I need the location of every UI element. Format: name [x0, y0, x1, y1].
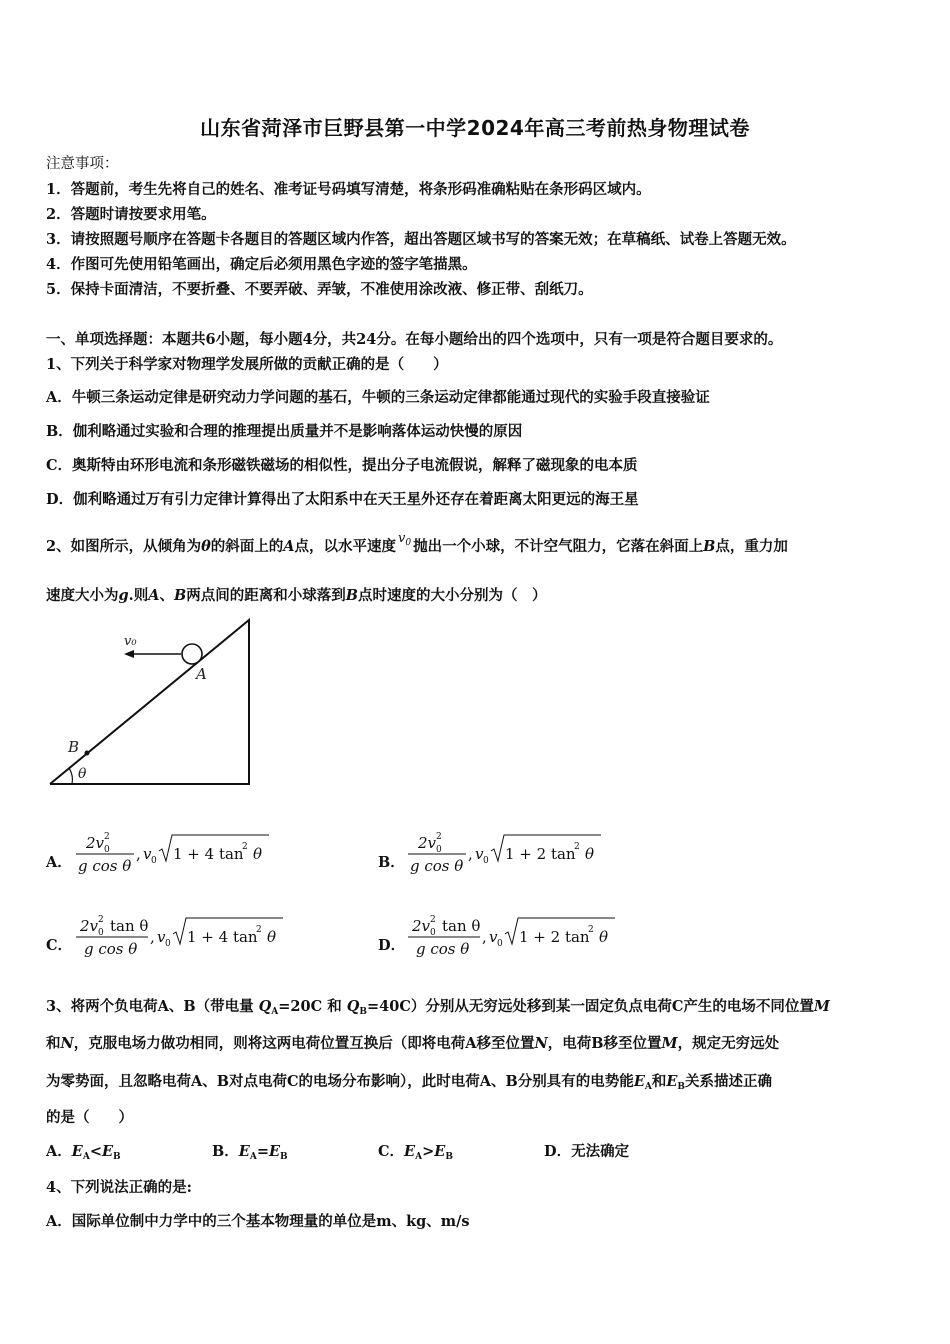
q1-option-d: D．伽利略通过万有引力定律计算得出了太阳系中在天王星外还存在着距离太阳更远的海王星: [46, 491, 639, 508]
q2-text: 抛出一个小球，不计空气阻力，它落在斜面上: [413, 538, 704, 555]
q2-option-d-letter: D．: [378, 937, 406, 954]
comma: ,: [468, 845, 473, 863]
q2-stem-line2: 速度大小为g.则A、B两点间的距离和小球落到B点时速度的大小分别为（ ）: [46, 587, 547, 604]
q1-option-b: B．伽利略通过实验和合理的推理提出质量并不是影响落体运动快慢的原因: [46, 423, 523, 440]
sqrt-theta: θ: [253, 845, 263, 863]
sqrt-theta: θ: [599, 928, 609, 946]
numerator-tan: tan θ: [442, 917, 481, 935]
v0-sub: 0: [165, 939, 171, 949]
q2-option-d-formula: [408, 912, 648, 962]
sqrt-sup: 2: [588, 925, 594, 935]
q3-option-d: D．无法确定: [544, 1143, 630, 1160]
notice-item-4: 4．作图可先使用铅笔画出，确定后必须用黑色字迹的签字笔描黑。: [46, 256, 477, 273]
q2-option-c-letter: C．: [46, 937, 73, 954]
q2-option-a-letter: A．: [46, 854, 72, 871]
label-v0: v₀: [124, 634, 137, 649]
numerator-sub: 0: [98, 928, 104, 938]
sqrt-sup: 2: [574, 842, 580, 852]
q2-text: 点，重力加: [715, 538, 788, 555]
numerator-sub: 0: [430, 928, 436, 938]
denominator: g cos θ: [84, 940, 138, 958]
numerator-sup: 2: [104, 832, 110, 842]
notice-item-2: 2．答题时请按要求用笔。: [46, 206, 216, 223]
sqrt-body: 1 + 4 tan: [173, 845, 244, 863]
numerator: 2v: [412, 917, 431, 935]
q2-text: 的斜面上的: [210, 538, 284, 555]
numerator: 2v: [418, 834, 437, 852]
notice-heading: 注意事项：: [46, 156, 119, 172]
q2-option-b-letter: B．: [378, 854, 405, 871]
q2-option-a-formula: [76, 829, 316, 879]
sqrt-body: 1 + 2 tan: [519, 928, 590, 946]
q2-theta: θ: [201, 538, 211, 555]
sqrt-body: 1 + 4 tan: [187, 928, 258, 946]
q3-option-b: B．$E_A=E_B$: [212, 1143, 288, 1162]
q2-g: g: [118, 587, 129, 604]
sqrt-sup: 2: [256, 925, 262, 935]
denominator: g cos θ: [410, 857, 464, 875]
section-heading: 一、单项选择题：本题共6小题，每小题4分，共24分。在每小题给出的四个选项中，只有一项是符合题目要求的。: [46, 331, 783, 348]
numerator-sup: 2: [98, 915, 104, 925]
incline-triangle: [50, 620, 249, 784]
angle-arc: [69, 768, 72, 784]
q3-option-a: A．$E_A<E_B$: [46, 1143, 121, 1162]
q2-point-a: A: [283, 538, 295, 555]
q1-option-c: C．奥斯特由环形电流和条形磁铁磁场的相似性，提出分子电流假说，解释了磁现象的电本质: [46, 457, 638, 474]
v0: v: [489, 928, 498, 946]
notice-item-1: 1．答题前，考生先将自己的姓名、准考证号码填写清楚，将条形码准确粘贴在条形码区域内。: [46, 181, 651, 198]
q4-stem: 4、下列说法正确的是:: [46, 1179, 192, 1196]
q2-point-b: B: [703, 538, 716, 555]
ball: [182, 644, 202, 664]
sqrt-theta: θ: [585, 845, 595, 863]
sqrt-sup: 2: [242, 842, 248, 852]
sqrt-theta: θ: [267, 928, 277, 946]
numerator-sup: 2: [436, 832, 442, 842]
denominator: g cos θ: [416, 940, 470, 958]
numerator: 2v: [86, 834, 105, 852]
v0: v: [157, 928, 166, 946]
sqrt-body: 1 + 2 tan: [505, 845, 576, 863]
numerator-tan: tan θ: [110, 917, 149, 935]
q2-option-c-formula: [76, 912, 316, 962]
numerator: 2v: [80, 917, 99, 935]
numerator-sub: 0: [436, 845, 442, 855]
numerator-sup: 2: [430, 915, 436, 925]
q3-stem-line3: 为零势面，且忽略电荷A、B对点电荷C的电场分布影响），此时电荷A、B分别具有的电势能$E_A$和$E_B$关系描述正确: [46, 1073, 773, 1092]
denominator: g cos θ: [78, 857, 132, 875]
q3-stem-line4: 的是（ ）: [46, 1109, 133, 1126]
q1-stem: 1、下列关于科学家对物理学发展所做的贡献正确的是（ ）: [46, 356, 448, 373]
q3-option-c: C．$E_A>E_B$: [378, 1143, 453, 1162]
label-a: A: [196, 665, 207, 683]
incline-figure: [44, 615, 264, 795]
exam-title: 山东省菏泽市巨野县第一中学2024年高三考前热身物理试卷: [200, 116, 750, 140]
v0: v: [475, 845, 484, 863]
comma: ,: [482, 928, 487, 946]
velocity-arrowhead: [124, 650, 134, 658]
comma: ,: [150, 928, 155, 946]
q2-v0: $v_0$: [398, 531, 412, 548]
q4-option-a: A．国际单位制中力学中的三个基本物理量的单位是m、kg、m/s: [46, 1213, 470, 1230]
q3-stem-line1: 3、将两个负电荷A、B（带电量 $Q_A=20C$ 和 $Q_B=40C$）分别从无穷远处移到某一固定负点电荷C产生的电场不同位置M: [46, 998, 830, 1017]
comma: ,: [136, 845, 141, 863]
q2-text: 点，以水平速度: [294, 538, 397, 555]
point-b-dot: [85, 751, 90, 756]
q1-option-a: A．牛顿三条运动定律是研究动力学问题的基石，牛顿的三条运动定律都能通过现代的实验手段直接验证: [46, 389, 710, 406]
v0-sub: 0: [497, 939, 503, 949]
notice-item-5: 5．保持卡面清洁，不要折叠、不要弄破、弄皱，不准使用涂改液、修正带、刮纸刀。: [46, 281, 593, 298]
v0-sub: 0: [483, 856, 489, 866]
q2-stem-line1: [46, 531, 788, 557]
q2-text: 2、如图所示，从倾角为: [46, 538, 202, 555]
label-theta: θ: [78, 766, 87, 782]
label-b: B: [68, 738, 80, 756]
v0-sub: 0: [151, 856, 157, 866]
q3-stem-line2: 和N，克服电场力做功相同，则将这两电荷位置互换后（即将电荷A移至位置N，电荷B移至位置M，规定无穷远处: [46, 1035, 780, 1052]
q2-option-b-formula: [408, 829, 648, 879]
notice-item-3: 3．请按照题号顺序在答题卡各题目的答题区域内作答，超出答题区域书写的答案无效；在草稿纸、试卷上答题无效。: [46, 231, 796, 248]
numerator-sub: 0: [104, 845, 110, 855]
v0: v: [143, 845, 152, 863]
